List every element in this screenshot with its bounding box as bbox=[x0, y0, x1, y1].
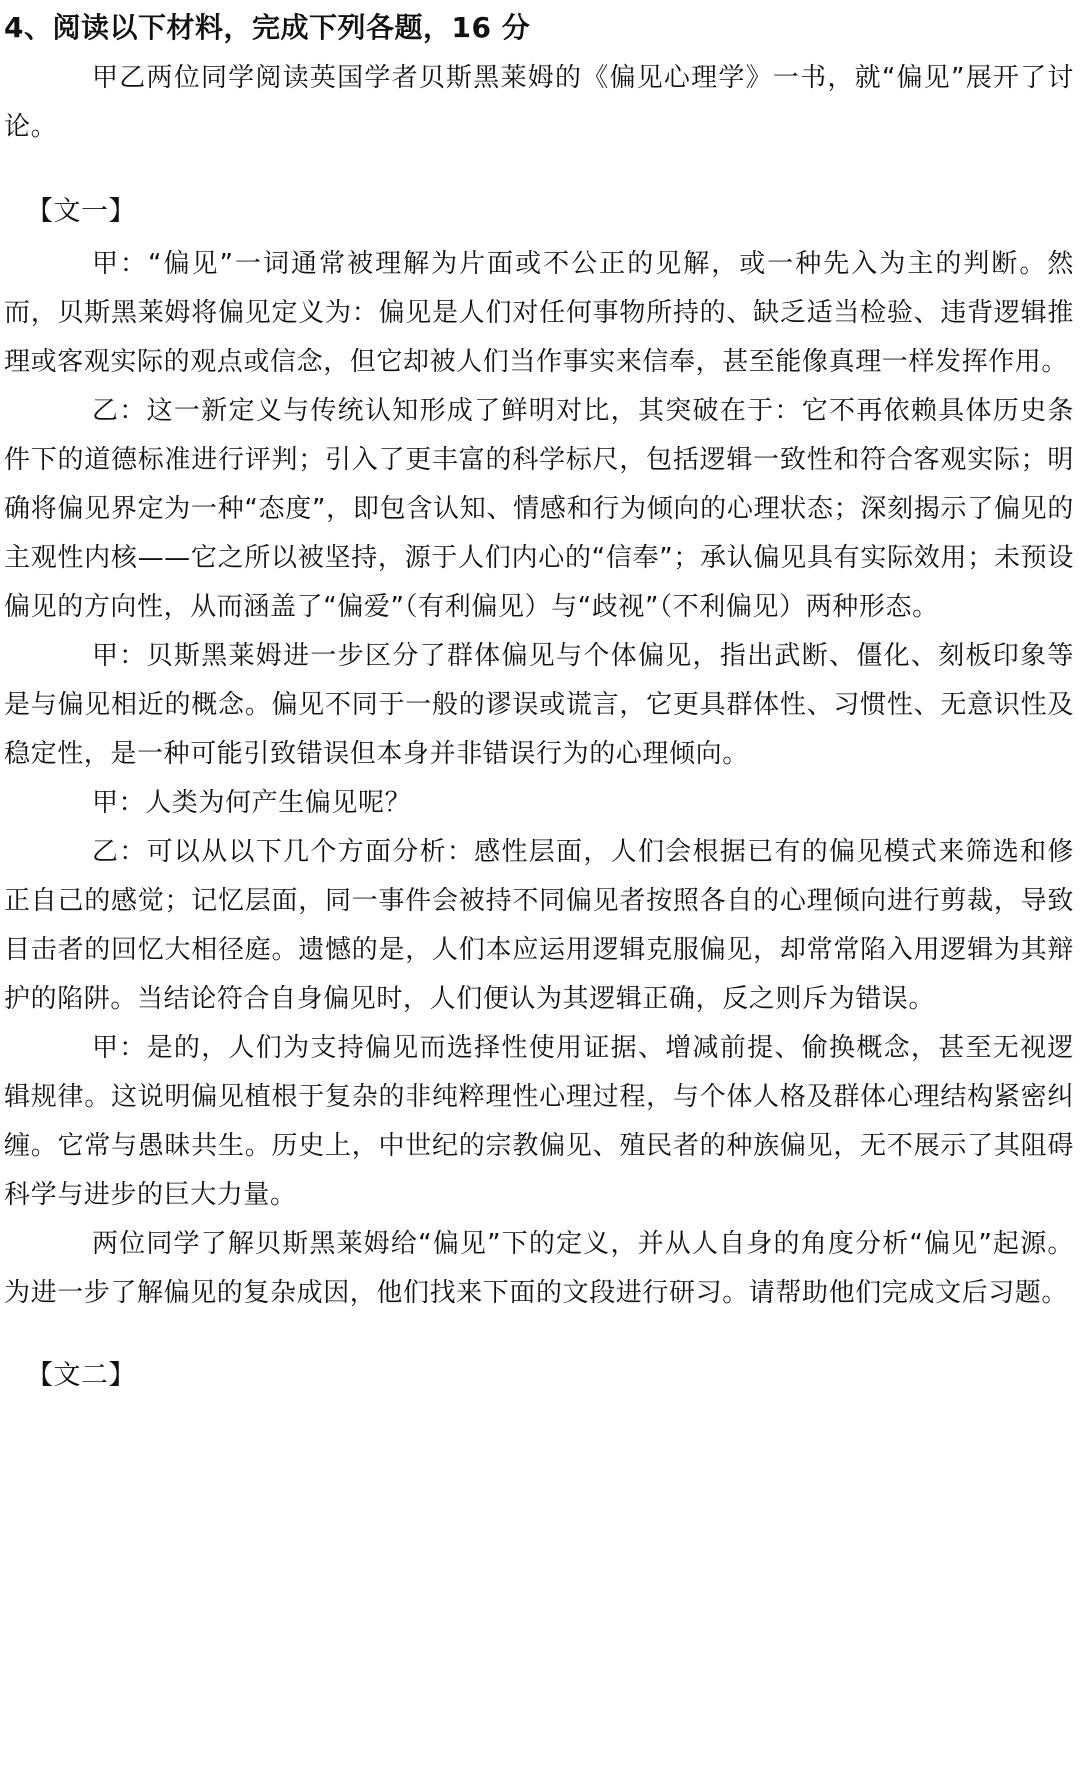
section-label-text-two: 【文二】 bbox=[26, 1360, 136, 1391]
paragraph-transition: 两位同学了解贝斯黑莱姆给“偏见”下的定义，并从人自身的角度分析“偏见”起源。为进一步了解偏见的复杂成因，他们找来下面的文段进行研习。请帮助他们完成文后习题。 bbox=[4, 1229, 1074, 1308]
paragraph-definition: 甲：“偏见”一词通常被理解为片面或不公正的见解，或一种先入为主的判断。然而，贝斯黑莱姆将偏见定义为：偏见是人们对任何事物所持的、缺乏适当检验、违背逻辑推理或客观实际的观点或信念，但它却被人们当作事实来信奉，甚至能像真理一样发挥作用。 bbox=[4, 249, 1074, 377]
section-label-text-one: 【文一】 bbox=[26, 196, 136, 227]
paragraph-history: 甲：是的，人们为支持偏见而选择性使用证据、增减前提、偷换概念，甚至无视逻辑规律。这说明偏见植根于复杂的非纯粹理性心理过程，与个体人格及群体心理结构紧密纠缠。它常与愚昧共生。历史上，中世纪的宗教偏见、殖民者的种族偏见，无不展示了其阻碍科学与进步的巨大力量。 bbox=[4, 1033, 1074, 1210]
intro-paragraph: 甲乙两位同学阅读英国学者贝斯黑莱姆的《偏见心理学》一书，就“偏见”展开了讨论。 bbox=[4, 63, 1074, 142]
question-title: 4、阅读以下材料，完成下列各题，16 分 bbox=[4, 11, 531, 44]
paragraph-breakthrough: 乙：这一新定义与传统认知形成了鲜明对比，其突破在于：它不再依赖具体历史条件下的道德标准进行评判；引入了更丰富的科学标尺，包括逻辑一致性和符合客观实际；明确将偏见界定为一种“态度”，即包含认知、情感和行为倾向的心理状态；深刻揭示了偏见的主观性内核——它之所以被坚持，源于人们内心的“信奉”；承认偏见具有实际效用；未预设偏见的方向性，从而涵盖了“偏爱”（有利偏见）与“歧视”（不利偏见）两种形态。 bbox=[4, 396, 1074, 622]
paragraph-causes: 乙：可以从以下几个方面分析：感性层面，人们会根据已有的偏见模式来筛选和修正自己的感觉；记忆层面，同一事件会被持不同偏见者按照各自的心理倾向进行剪裁，导致目击者的回忆大相径庭。遗憾的是，人们本应运用逻辑克服偏见，却常常陷入用逻辑为其辩护的陷阱。当结论符合自身偏见时，人们便认为其逻辑正确，反之则斥为错误。 bbox=[4, 837, 1074, 1014]
paragraph-question: 甲：人类为何产生偏见呢？ bbox=[92, 788, 412, 818]
paragraph-group-individual: 甲：贝斯黑莱姆进一步区分了群体偏见与个体偏见，指出武断、僵化、刻板印象等是与偏见相近的概念。偏见不同于一般的谬误或谎言，它更具群体性、习惯性、无意识性及稳定性，是一种可能引致错误但本身并非错误行为的心理倾向。 bbox=[4, 641, 1074, 769]
